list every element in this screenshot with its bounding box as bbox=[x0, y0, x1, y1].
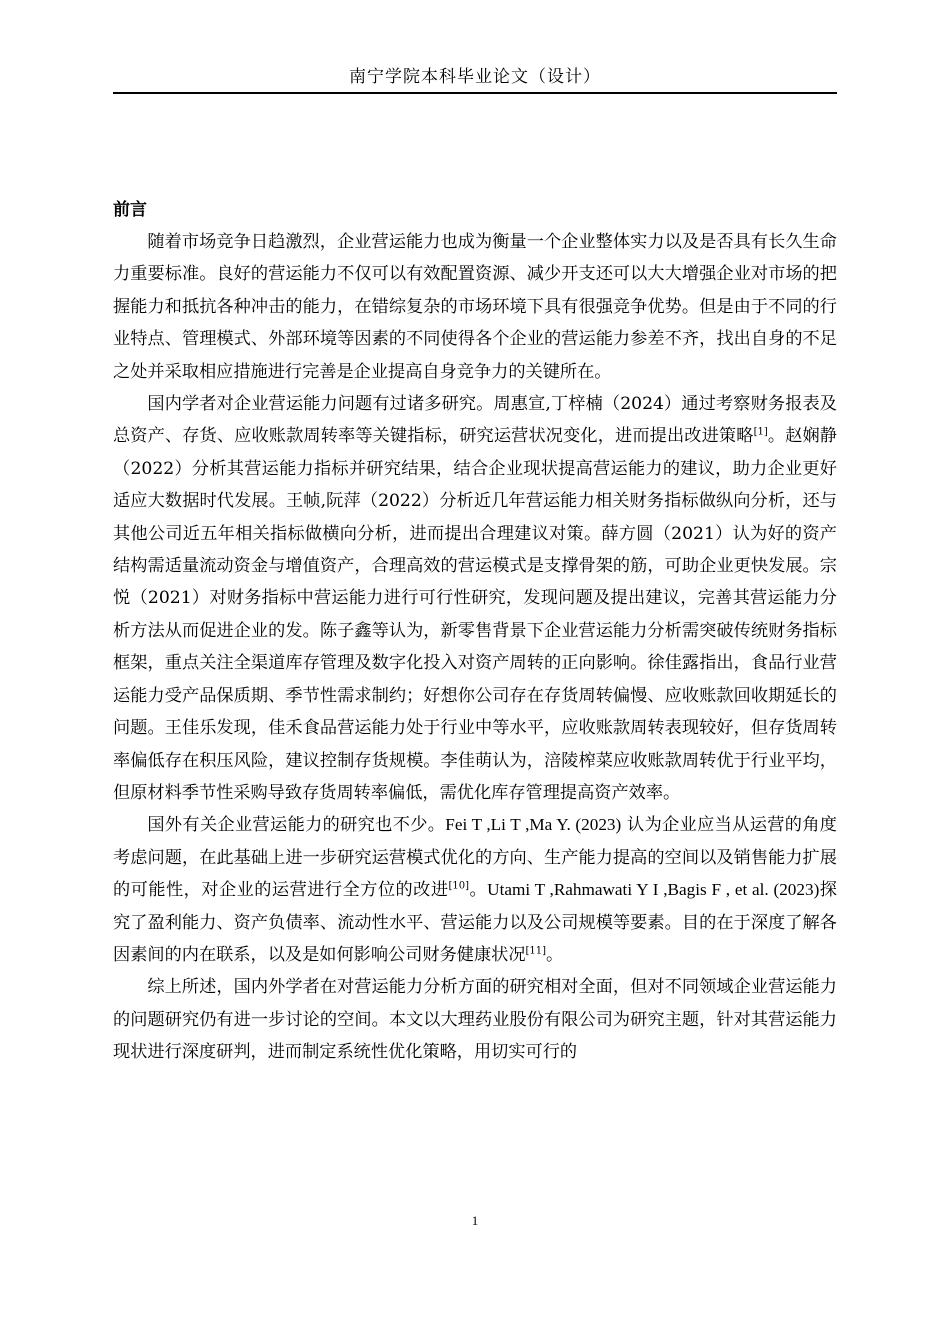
citation-ref-10: [10] bbox=[448, 880, 470, 892]
paragraph-foreign-text-b: 认为企业应当从运营的角度考虑问题，在此基础上进一步研究运营模式优化的方向、生产能力提高的空间以及销售能力扩展的可能性，对企业的运营进行全方位的改进 bbox=[113, 815, 837, 901]
paragraph-domestic-research bbox=[113, 388, 837, 809]
paragraph-intro-text: 随着市场竞争日趋激烈，企业营运能力也成为衡量一个企业整体实力以及是否具有长久生命力重要标准。良好的营运能力不仅可以有效配置资源、减少开支还可以大大增强企业对市场的把握能力和抵抗各种冲击的能力，在错综复杂的市场环境下具有很强竞争优势。但是由于不同的行业特点、管理模式、外部环境等因素的不同使得各个企业的营运能力参差不齐，找出自身的不足之处并采取相应措施进行完善是企业提高自身竞争力的关键所在。 bbox=[113, 232, 837, 382]
paragraph-foreign-text-c: 。 bbox=[469, 880, 488, 901]
paragraph-intro bbox=[113, 226, 837, 388]
page-header bbox=[113, 64, 837, 94]
citation-authors-utami: Utami T ,Rahmawati Y I ,Bagis F , et al. (2023) bbox=[487, 880, 820, 900]
paragraph-foreign-text-a: 国外有关企业营运能力的研究也不少。 bbox=[147, 815, 446, 836]
paragraph-foreign-research bbox=[113, 809, 837, 971]
paragraph-summary bbox=[113, 971, 837, 1068]
paragraph-summary-text: 综上所述，国内外学者在对营运能力分析方面的研究相对全面，但对不同领域企业营运能力的问题研究仍有进一步讨论的空间。本文以大理药业股份有限公司为研究主题，针对其营运能力现状进行深度研判，进而制定系统性优化策略，用切实可行的 bbox=[113, 977, 837, 1063]
section-heading: 前言 bbox=[113, 200, 147, 220]
paragraph-foreign-text-d: 探究了盈利能力、资产负债率、流动性水平、营运能力以及公司规模等要素。目的在于深度了解各因素间的内在联系，以及是如何影响公司财务健康状况 bbox=[113, 880, 837, 965]
page-number: 1 bbox=[471, 1213, 479, 1228]
paragraph-foreign-text-e: 。 bbox=[546, 944, 564, 965]
citation-ref-1: [1] bbox=[753, 426, 768, 438]
citation-ref-11: [11] bbox=[525, 945, 547, 957]
header-title: 南宁学院本科毕业论文（设计） bbox=[349, 67, 601, 87]
paragraph-domestic-text-a: 国内学者对企业营运能力问题有过诸多研究。周惠宣,丁梓楠（2024）通过考察财务报表及总资产、存货、应收账款周转率等关键指标，研究运营状况变化，进而提出改进策略 bbox=[113, 394, 837, 447]
document-body bbox=[113, 194, 837, 1069]
citation-authors-fei: Fei T ,Li T ,Ma Y. (2023) bbox=[445, 815, 622, 835]
paragraph-domestic-text-b: 。赵娴静（2022）分析其营运能力指标并研究结果，结合企业现状提高营运能力的建议，助力企业更好适应大数据时代发展。王帧,阮萍（2022）分析近几年营运能力相关财务指标做纵向分析，还与其他公司近五年相关指标做横向分析，进而提出合理建议对策。薛方圆（2021）认为好的资产结构需适量流动资金与增值资产，合理高效的营运模式是支撑骨架的筋，可助企业更快发展。宗悦（2021）对财务指标中营运能力进行可行性研究，发现问题及提出建议，完善其营运能力分析方法从而促进企业的发。陈子鑫等认为，新零售背景下企业营运能力分析需突破传统财务指标框架，重点关注全渠道库存管理及数字化投入对资产周转的正向影响。徐佳露指出，食品行业营运能力受产品保质期、季节性需求制约；好想你公司存在存货周转偏慢、应收账款回收期延长的问题。王佳乐发现，佳禾食品营运能力处于行业中等水平，应收账款周转表现较好，但存货周转率偏低存在积压风险，建议控制存货规模。李佳萌认为，涪陵榨菜应收账款周转优于行业平均，但原材料季节性采购导致存货周转率偏低，需优化库存管理提高资产效率。 bbox=[113, 426, 837, 803]
